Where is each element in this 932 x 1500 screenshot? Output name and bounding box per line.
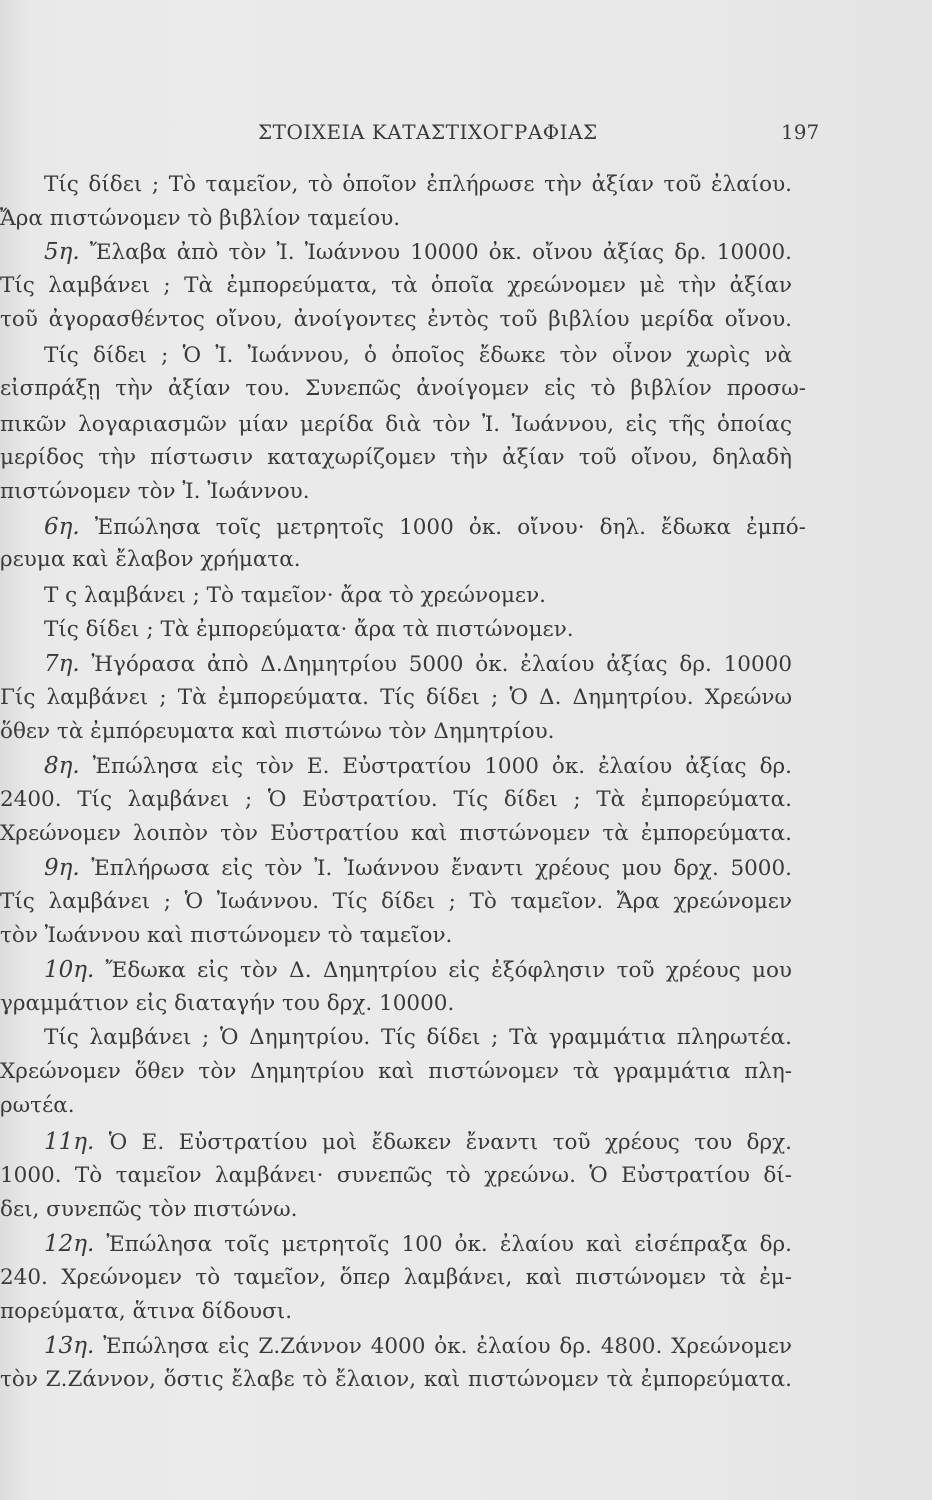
text-line: 12η. Ἐπώλησα τοῖς μετρητοῖς 100 ὀκ. ἐλαίου καὶ εἰσέπραξα δρ. bbox=[44, 1231, 792, 1257]
text-line: γραμμάτιον εἰς διαταγήν του δρχ. 10000. bbox=[0, 991, 455, 1016]
entry-number: 9η. bbox=[44, 855, 80, 881]
text-line: Τ ς λαμβάνει ; Τὸ ταμεῖον· ἄρα τὸ χρεώνομεν. bbox=[44, 583, 546, 608]
running-title: ΣΤΟΙΧΕΙΑ ΚΑΤΑΣΤΙΧΟΓΡΑΦΙΑΣ bbox=[258, 120, 598, 144]
text-line: ρωτέα. bbox=[0, 1093, 75, 1118]
text-line: δει, συνεπῶς τὸν πιστώνω. bbox=[0, 1197, 298, 1222]
text-line: τὸν Ζ.Ζάννον, ὅστις ἔλαβε τὸ ἔλαιον, καὶ πιστώνομεν τὰ ἐμπορεύματα. bbox=[0, 1367, 792, 1392]
text-line: εἰσπράξῃ τὴν ἀξίαν του. Συνεπῶς ἀνοίγομεν εἰς τὸ βιβλίον προσω- bbox=[0, 376, 806, 401]
text-line: Χρεώνομεν ὅθεν τὸν Δημητρίου καὶ πιστώνομεν τὰ γραμμάτια πλη- bbox=[0, 1059, 792, 1084]
entry-number: 5η. bbox=[44, 239, 80, 265]
text-line: Τίς δίδει ; Ὁ Ἰ. Ἰωάννου, ὁ ὁποῖος ἔδωκε τὸν οἶνον χωρὶς νὰ bbox=[44, 343, 792, 368]
entry-number: 10η. bbox=[44, 957, 95, 983]
text-line: μερίδος τὴν πίστωσιν καταχωρίζομεν τὴν ἀξίαν τοῦ οἴνου, δηλαδὴ bbox=[0, 445, 792, 470]
text-line: Τίς δίδει ; Τὸ ταμεῖον, τὸ ὁποῖον ἐπλήρωσε τὴν ἀξίαν τοῦ ἐλαίου. bbox=[44, 172, 792, 197]
text-line: 6η. Ἐπώλησα τοῖς μετρητοῖς 1000 ὀκ. οἴνου· δηλ. ἔδωκα ἐμπό- bbox=[44, 514, 806, 540]
text-line: Ἄρα πιστώνομεν τὸ βιβλίον ταμείου. bbox=[0, 206, 401, 231]
text-line: ὅθεν τὰ ἐμπόρευματα καὶ πιστώνω τὸν Δημητρίου. bbox=[0, 719, 555, 744]
page-header bbox=[0, 120, 932, 150]
text-line: Χρεώνομεν λοιπὸν τὸν Εὐστρατίου καὶ πιστώνομεν τὰ ἐμπορεύματα. bbox=[0, 821, 792, 846]
text-line: 1000. Τὸ ταμεῖον λαμβάνει· συνεπῶς τὸ χρεώνω. Ὁ Εὐστρατίου δί- bbox=[0, 1163, 792, 1188]
entry-number: 12η. bbox=[44, 1231, 95, 1257]
text-line: πικῶν λογαριασμῶν μίαν μερίδα διὰ τὸν Ἰ. Ἰωάννου, εἰς τῆς ὁποίας bbox=[0, 412, 792, 437]
text-line: 8η. Ἐπώλησα εἰς τὸν Ε. Εὐστρατίου 1000 ὀκ. ἐλαίου ἀξίας δρ. bbox=[44, 753, 792, 779]
entry-number: 6η. bbox=[44, 514, 80, 540]
entry-number: 8η. bbox=[44, 753, 80, 779]
text-line: 2400. Τίς λαμβάνει ; Ὁ Εὐστρατίου. Τίς δίδει ; Τὰ ἐμπορεύματα. bbox=[0, 787, 792, 812]
text-line: 10η. Ἔδωκα εἰς τὸν Δ. Δημητρίου εἰς ἐξόφλησιν τοῦ χρέους μου bbox=[44, 957, 792, 983]
page-number: 197 bbox=[781, 120, 820, 144]
text-line: 9η. Ἐπλήρωσα εἰς τὸν Ἰ. Ἰωάννου ἔναντι χρέους μου δρχ. 5000. bbox=[44, 855, 792, 881]
text-line: 11η. Ὁ Ε. Εὐστρατίου μοὶ ἔδωκεν ἔναντι τοῦ χρέους του δρχ. bbox=[44, 1129, 792, 1155]
text-line: Τίς λαμβάνει ; Ὁ Ἰωάννου. Τίς δίδει ; Τὸ ταμεῖον. Ἄρα χρεώνομεν bbox=[0, 889, 792, 914]
entry-number: 13η. bbox=[44, 1333, 95, 1359]
text-line: ρευμα καὶ ἔλαβον χρήματα. bbox=[0, 547, 301, 572]
text-line: Γίς λαμβάνει ; Τὰ ἐμπορεύματα. Τίς δίδει ; Ὁ Δ. Δημητρίου. Χρεώνω bbox=[0, 685, 792, 710]
text-line: Τίς λαμβάνει ; Τὰ ἐμπορεύματα, τὰ ὁποῖα χρεώνομεν μὲ τὴν ἀξίαν bbox=[0, 273, 792, 298]
entry-number: 11η. bbox=[44, 1129, 95, 1155]
text-line: τοῦ ἀγορασθέντος οἴνου, ἀνοίγοντες ἐντὸς τοῦ βιβλίου μερίδα οἴνου. bbox=[0, 307, 792, 332]
text-line: τὸν Ἰωάννου καὶ πιστώνομεν τὸ ταμεῖον. bbox=[0, 923, 453, 948]
text-line: πιστώνομεν τὸν Ἰ. Ἰωάννου. bbox=[0, 479, 310, 504]
text-line: 240. Χρεώνομεν τὸ ταμεῖον, ὅπερ λαμβάνει, καὶ πιστώνομεν τὰ ἐμ- bbox=[0, 1265, 792, 1290]
text-line: 5η. Ἔλαβα ἀπὸ τὸν Ἰ. Ἰωάννου 10000 ὀκ. οἴνου ἀξίας δρ. 10000. bbox=[44, 239, 792, 265]
text-line: 7η. Ἠγόρασα ἀπὸ Δ.Δημητρίου 5000 ὀκ. ἐλαίου ἀξίας δρ. 10000 bbox=[44, 651, 792, 677]
text-line: Τίς δίδει ; Τὰ ἐμπορεύματα· ἄρα τὰ πιστώνομεν. bbox=[44, 617, 574, 642]
entry-number: 7η. bbox=[44, 651, 80, 677]
text-line: πορεύματα, ἅτινα δίδουσι. bbox=[0, 1299, 293, 1324]
text-line: Τίς λαμβάνει ; Ὁ Δημητρίου. Τίς δίδει ; Τὰ γραμμάτια πληρωτέα. bbox=[44, 1025, 792, 1050]
text-line: 13η. Ἐπώλησα εἰς Ζ.Ζάννον 4000 ὀκ. ἐλαίου δρ. 4800. Χρεώνομεν bbox=[44, 1333, 792, 1359]
